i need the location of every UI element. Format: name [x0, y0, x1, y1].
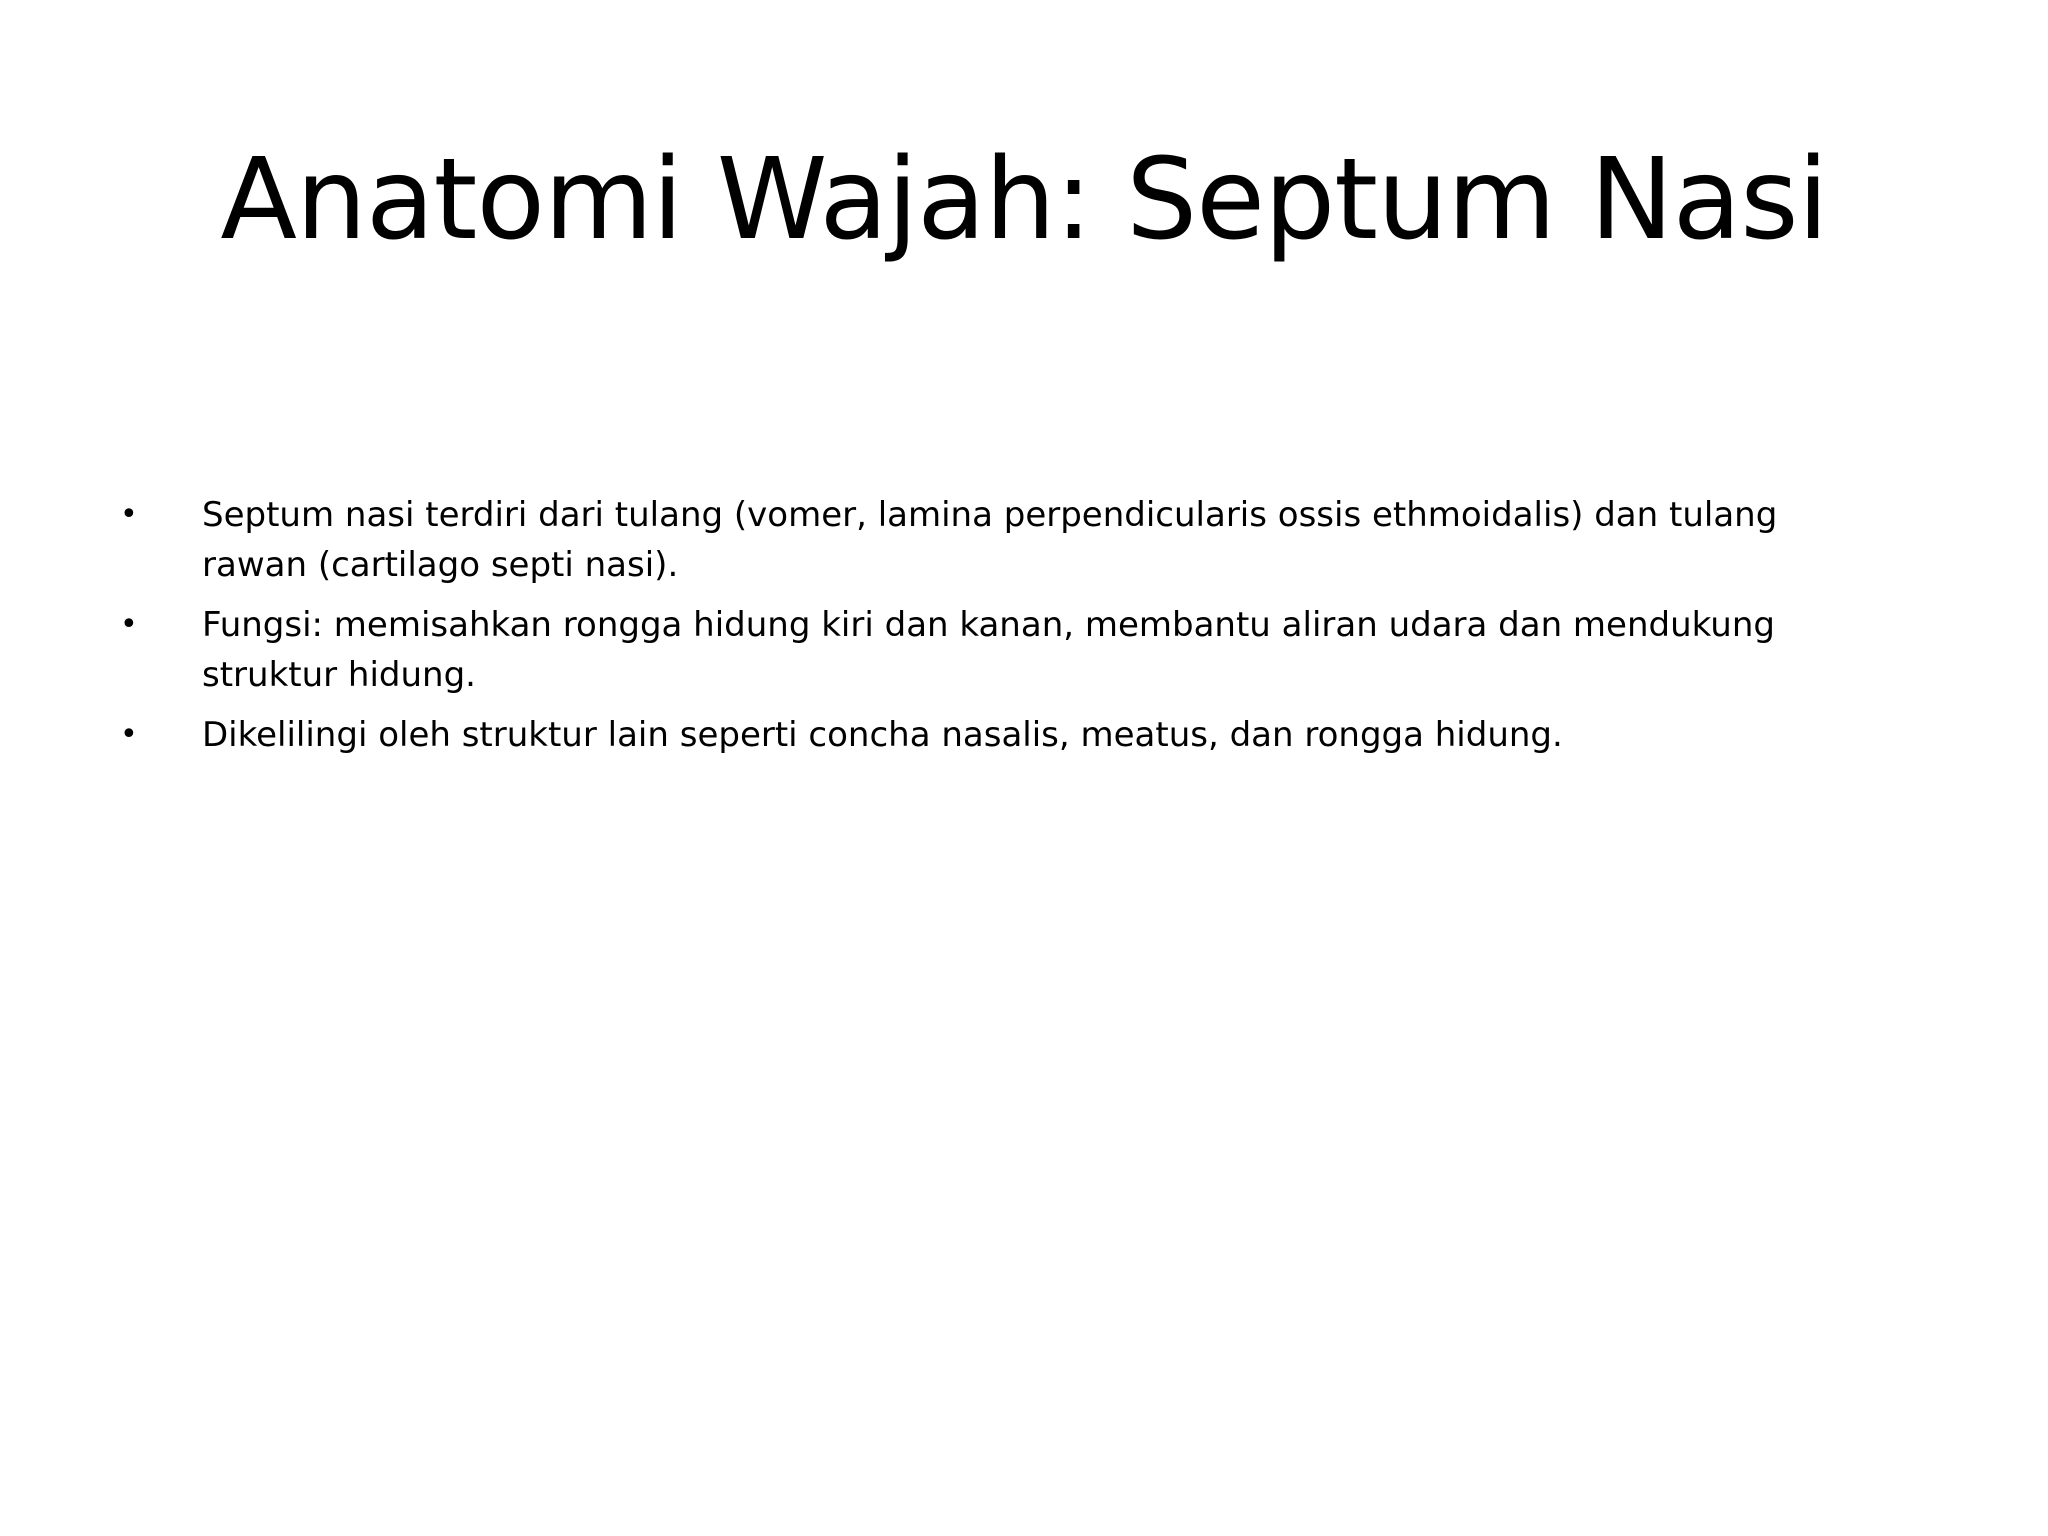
bullet-dot-icon: •	[120, 497, 138, 532]
bullet-text: Septum nasi terdiri dari tulang (vomer, lamina perpendicularis ossis ethmoidalis) dan tulang rawan (cartilago septi nasi).	[202, 495, 1778, 585]
bullet-dot-icon: •	[120, 717, 138, 752]
bullet-item	[120, 490, 1880, 590]
bullet-dot-icon: •	[120, 607, 138, 642]
bullet-item	[120, 600, 1880, 700]
bullet-text: Fungsi: memisahkan rongga hidung kiri dan kanan, membantu aliran udara dan mendukung struktur hidung.	[202, 605, 1775, 695]
bullet-text: Dikelilingi oleh struktur lain seperti concha nasalis, meatus, dan rongga hidung.	[202, 715, 1563, 755]
bullet-item	[120, 710, 1880, 760]
slide-title: Anatomi Wajah: Septum Nasi	[220, 135, 1828, 265]
bullet-list	[120, 490, 1880, 770]
